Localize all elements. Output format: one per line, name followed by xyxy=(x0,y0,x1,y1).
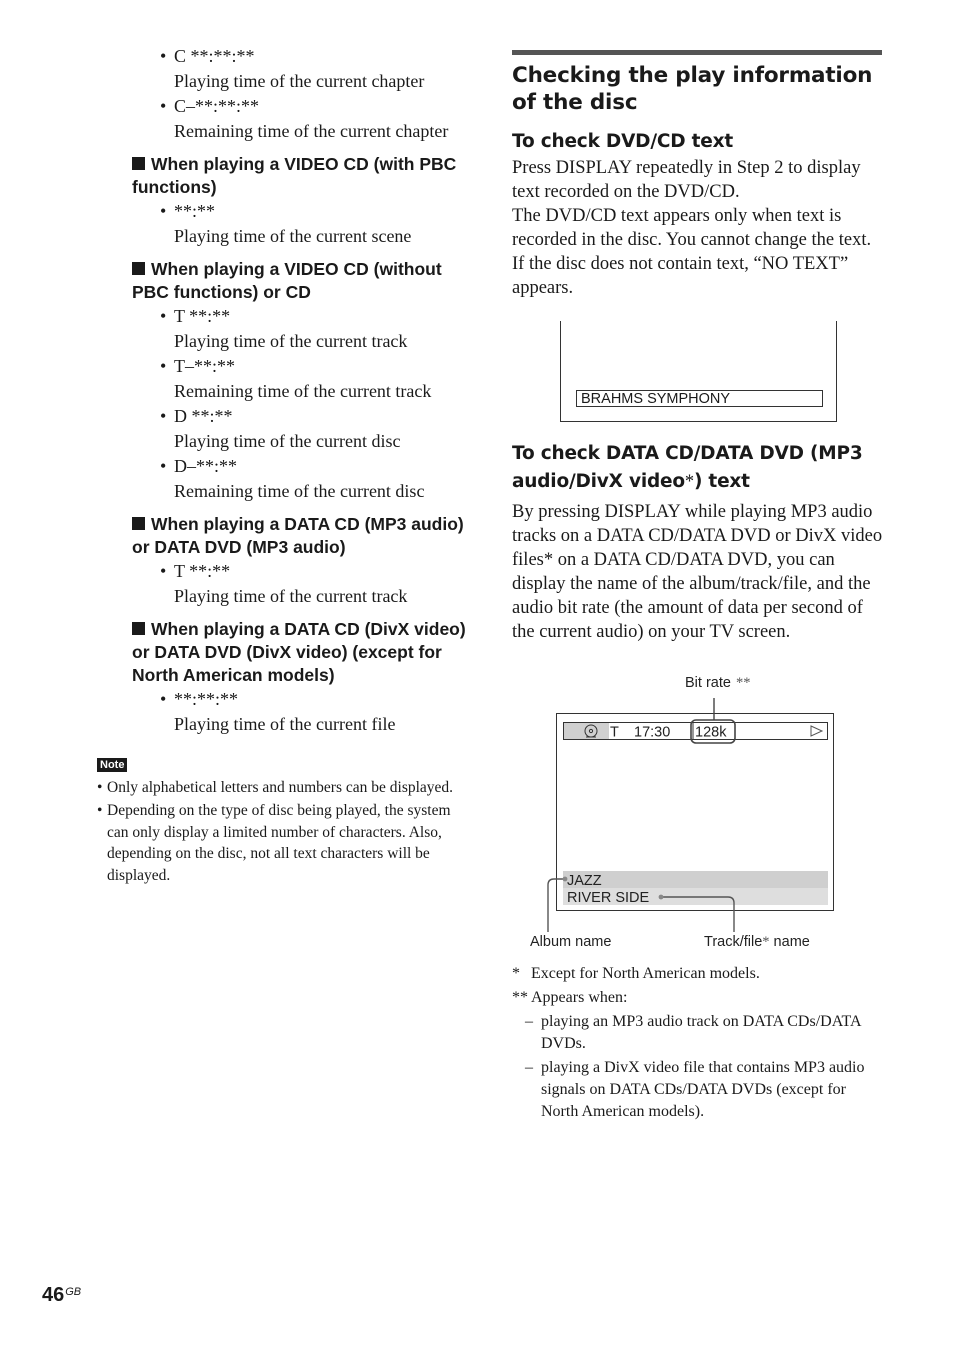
note-badge: Note xyxy=(97,758,127,772)
time-description: Playing time of the current disc xyxy=(174,431,401,451)
list-item: • **:**:** Playing time of the current file xyxy=(132,687,477,737)
tv-screen-illustration xyxy=(560,321,837,422)
track-name: RIVER SIDE xyxy=(567,890,650,906)
list-item: • T **:** Playing time of the current track xyxy=(132,304,477,354)
album-bar xyxy=(563,871,828,888)
square-bullet-icon xyxy=(132,622,145,635)
footnote-sub-item: – playing a DivX video file that contains MP3 audio signals on DATA CDs/DATA DVDs (except for North American models). xyxy=(525,1059,865,1120)
time-code: C **:**:** xyxy=(174,46,255,66)
footnotes xyxy=(512,963,884,1123)
disc-text-bar: BRAHMS SYMPHONY xyxy=(576,390,823,407)
time-code: T **:** xyxy=(174,561,231,581)
subsection-title: To check DVD/CD text xyxy=(512,131,734,152)
section-title: Checking the play information of the disc xyxy=(512,63,873,115)
time-code: T **:** xyxy=(174,306,231,326)
footnote: ** Appears when: xyxy=(512,989,628,1006)
square-bullet-icon xyxy=(132,517,145,530)
note-item: • Only alphabetical letters and numbers can be displayed. xyxy=(97,778,454,796)
time-description: Remaining time of the current track xyxy=(174,381,432,401)
section-heading: When playing a DATA CD (MP3 audio) or DATA DVD (MP3 audio) xyxy=(132,514,464,557)
notes-block xyxy=(97,753,467,886)
list-item: • D **:** Playing time of the current disc xyxy=(132,404,477,454)
section-heading: When playing a VIDEO CD (with PBC functions) xyxy=(132,154,457,197)
note-item: • Depending on the type of disc being played, the system can only display a limited number of characters. Also, depending on the disc, not all text characters will be displayed. xyxy=(97,802,451,884)
section-heading: When playing a VIDEO CD (without PBC functions) or CD xyxy=(132,259,442,302)
section-rule xyxy=(512,50,882,55)
left-column xyxy=(97,44,477,886)
time-code: D **:** xyxy=(174,406,233,426)
footnote-sub-item: – playing an MP3 audio track on DATA CDs/DATA DVDs. xyxy=(525,1013,861,1052)
bit-rate-mark: ** xyxy=(736,675,751,691)
square-bullet-icon xyxy=(132,262,145,275)
footnote: * Except for North American models. xyxy=(512,965,760,982)
list-item: • T **:** Playing time of the current track xyxy=(132,559,477,609)
paragraph: Press DISPLAY repeatedly in Step 2 to display text recorded on the DVD/CD. xyxy=(512,158,861,202)
time-description: Playing time of the current file xyxy=(174,714,396,734)
paragraph: The DVD/CD text appears only when text is recorded in the disc. You cannot change the text. If the disc does not contain text, “NO TEXT” appears. xyxy=(512,206,872,298)
list-item: • T–**:** Remaining time of the current track xyxy=(132,354,477,404)
bit-rate-label: Bit rate xyxy=(685,675,731,691)
time-code: C–**:**:** xyxy=(174,96,260,116)
time-code: D–**:** xyxy=(174,456,237,476)
paragraph: By pressing DISPLAY while playing MP3 audio tracks on a DATA CD/DATA DVD or DivX video files* on a DATA CD/DATA DVD, you can display the name of the album/track/file, and the audio bit rate (the amount of data per second of the current audio) on your TV screen. xyxy=(512,502,883,642)
time-description: Remaining time of the current disc xyxy=(174,481,425,501)
list-item: • **:** Playing time of the current scene xyxy=(132,199,477,249)
time-code: T–**:** xyxy=(174,356,235,376)
time-code: **:** xyxy=(174,201,216,221)
time-description: Playing time of the current scene xyxy=(174,226,412,246)
status-track: T xyxy=(610,724,619,741)
time-description: Playing time of the current track xyxy=(174,586,408,606)
list-item: • D–**:** Remaining time of the current disc xyxy=(132,454,477,504)
time-description: Playing time of the current chapter xyxy=(174,71,425,91)
track-file-name-label: Track/file* name xyxy=(704,934,810,950)
time-code: **:**:** xyxy=(174,689,239,709)
square-bullet-icon xyxy=(132,157,145,170)
album-name: JAZZ xyxy=(567,873,602,889)
section-heading: When playing a DATA CD (DivX video) or DATA DVD (DivX video) (except for North American models) xyxy=(132,619,466,685)
subsection-title: To check DATA CD/DATA DVD (MP3 audio/DivX video*) text xyxy=(512,443,863,492)
display-figure xyxy=(512,660,884,960)
display-diagram xyxy=(512,660,884,960)
list-item: • C **:**:** Playing time of the current chapter xyxy=(132,44,477,94)
status-bitrate: 128k xyxy=(695,724,727,741)
list-item: • C–**:**:** Remaining time of the current chapter xyxy=(132,94,477,144)
time-description: Remaining time of the current chapter xyxy=(174,121,449,141)
time-description: Playing time of the current track xyxy=(174,331,408,351)
status-time: 17:30 xyxy=(634,724,671,741)
page-number: $46^{GB}$ xyxy=(42,1284,82,1306)
album-name-label: Album name xyxy=(530,934,612,950)
